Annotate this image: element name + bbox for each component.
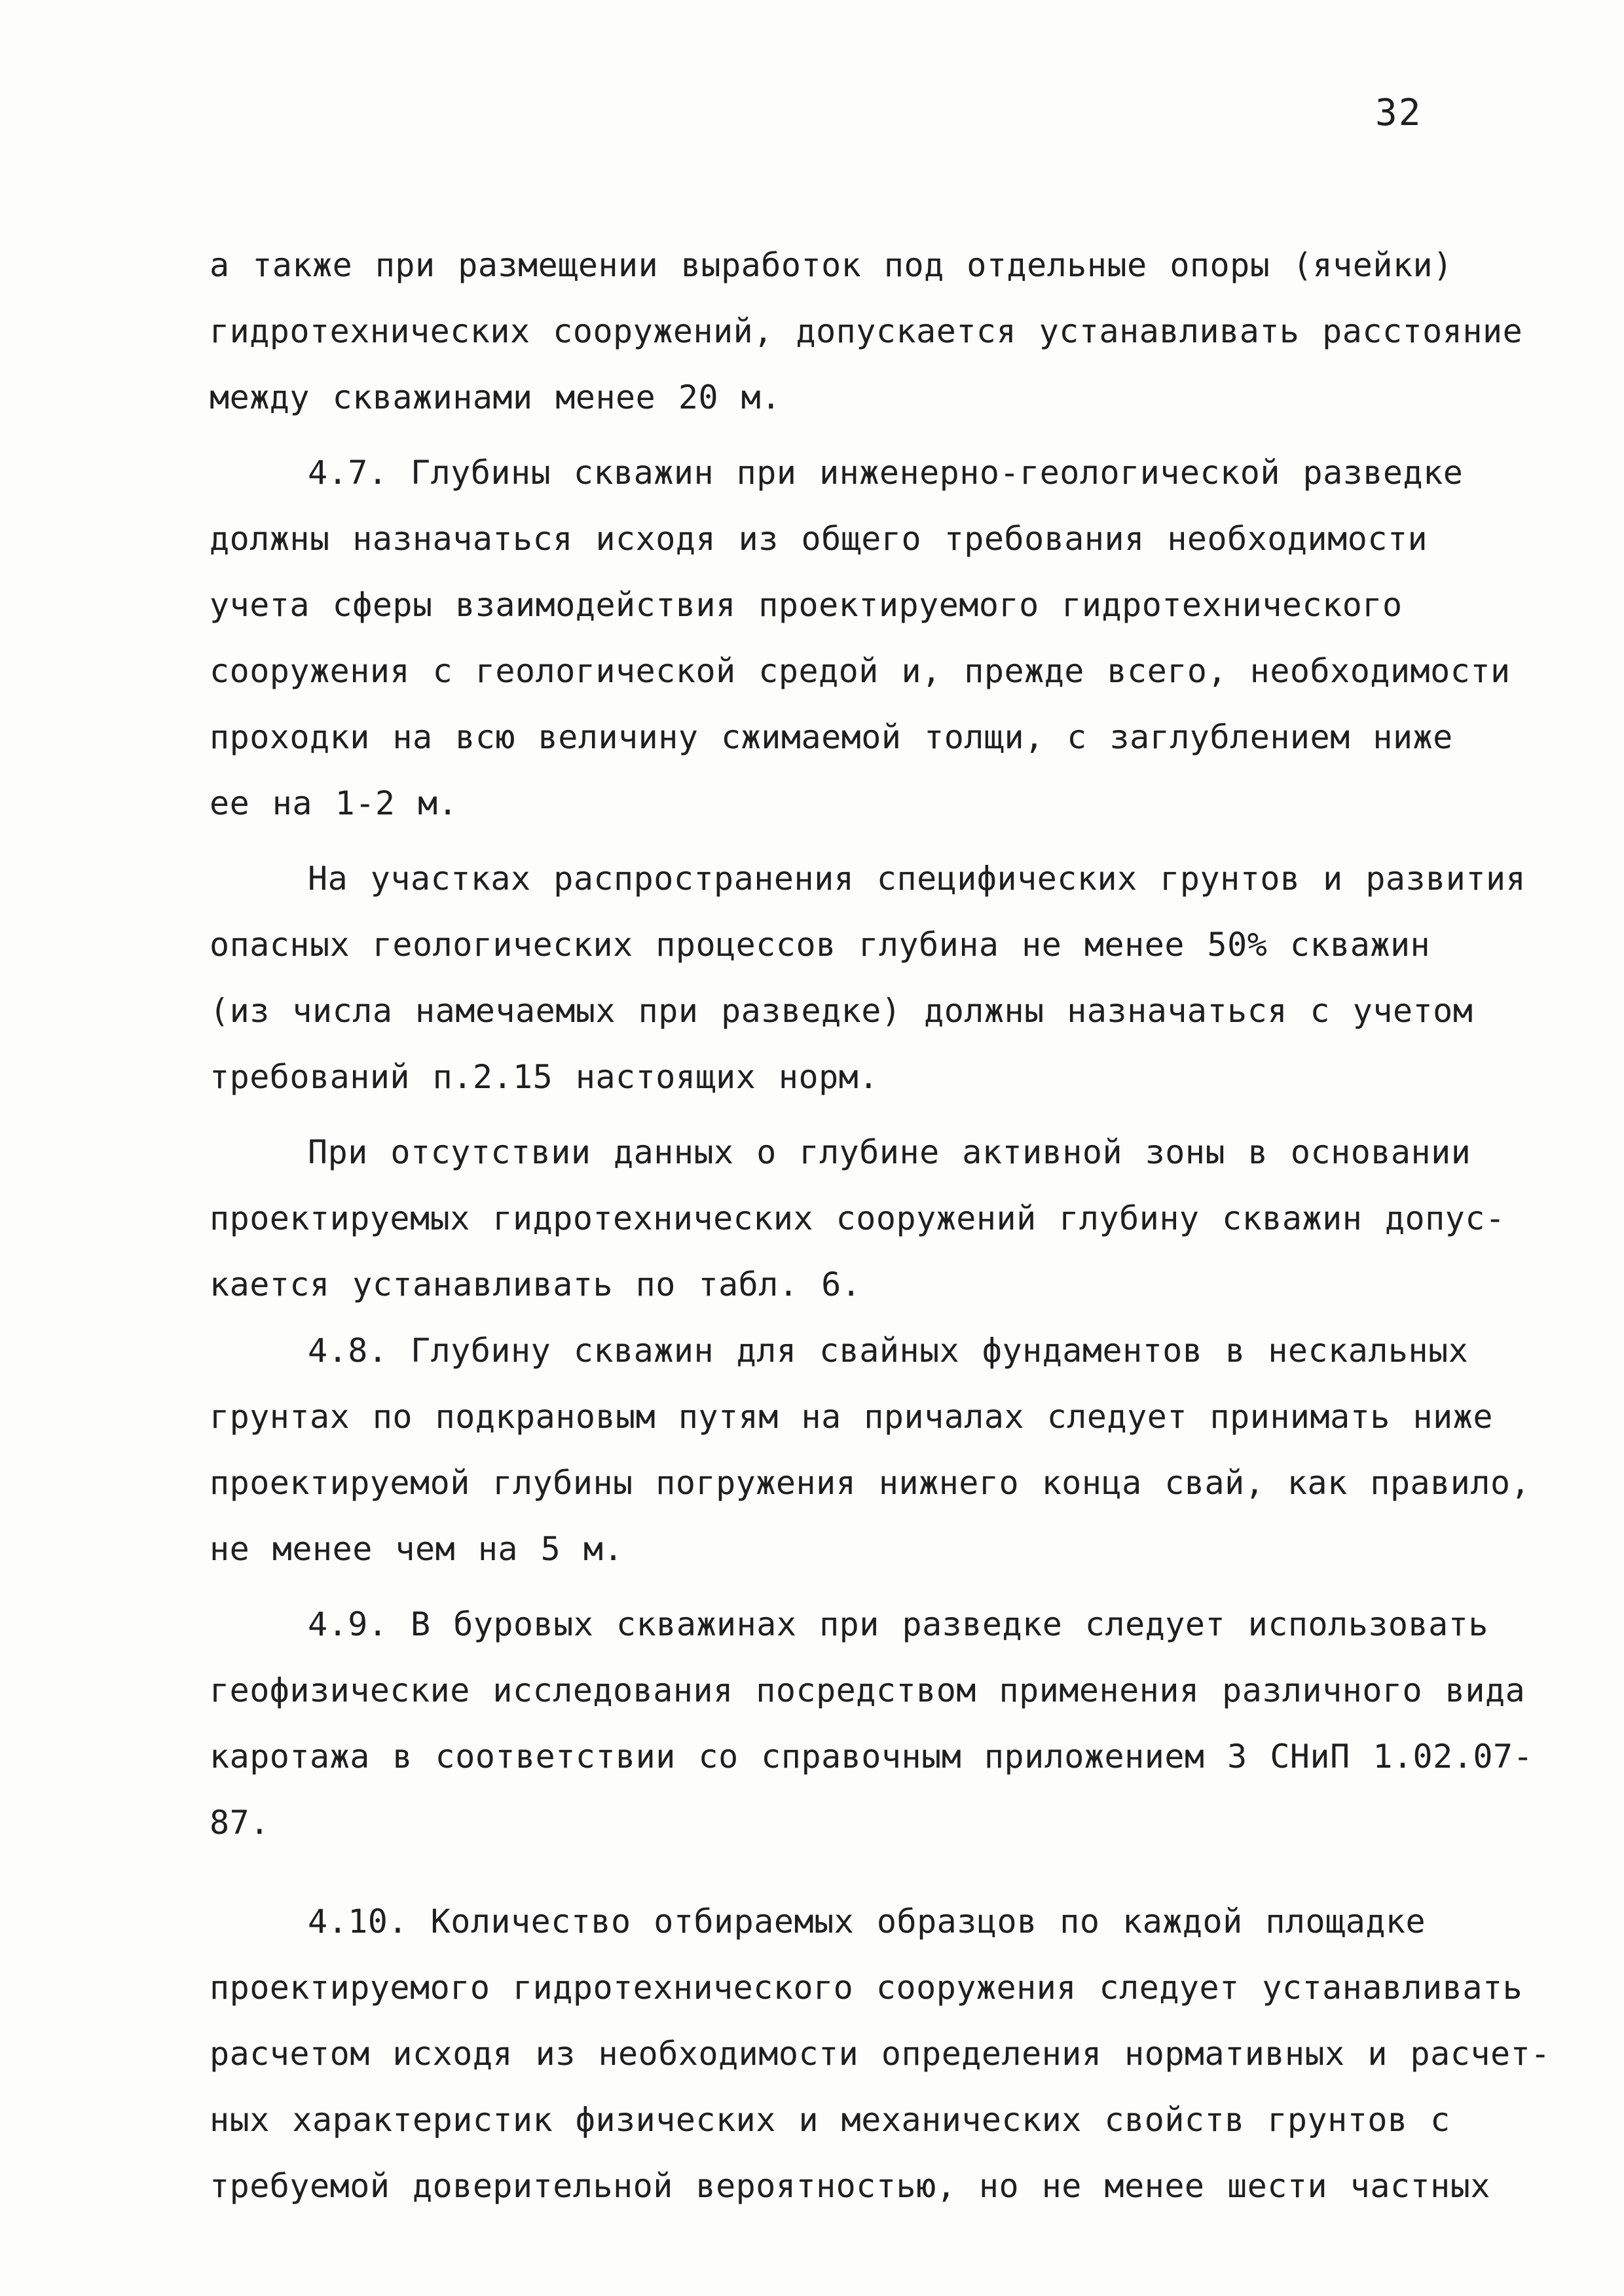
text-line: При отсутствии данных о глубине активной зоны в основании: [308, 1133, 1471, 1171]
text-line: 87.: [210, 1804, 270, 1842]
text-line: На участках распространения специфических грунтов и развития: [308, 860, 1526, 898]
text-line: а также при размещении выработок под отдельные опоры (ячейки): [210, 246, 1453, 284]
text-line: требований п.2.15 настоящих норм.: [210, 1058, 879, 1096]
text-line: грунтах по подкрановым путям на причалах следует принимать ниже: [210, 1398, 1493, 1436]
text-line: между скважинами менее 20 м.: [210, 378, 781, 416]
text-line: кается устанавливать по табл. 6.: [210, 1266, 862, 1303]
body-text: [210, 232, 1551, 2219]
text-line: проектируемых гидротехнических сооружений глубину скважин допус-: [210, 1199, 1505, 1237]
text-line: должны назначаться исходя из общего требования необходимости: [210, 520, 1428, 558]
text-line: опасных геологических процессов глубина не менее 50% скважин: [210, 926, 1431, 964]
text-line: 4.8. Глубину скважин для свайных фундаментов в нескальных: [308, 1332, 1469, 1370]
text-line: расчетом исходя из необходимости определения нормативных и расчет-: [210, 2035, 1551, 2073]
text-line: проектируемой глубины погружения нижнего конца свай, как правило,: [210, 1464, 1531, 1502]
text-line: ных характеристик физических и механических свойств грунтов с: [210, 2101, 1450, 2139]
text-line: проектируемого гидротехнического сооружения следует устанавливать: [210, 1969, 1523, 2007]
text-line: проходки на всю величину сжимаемой толщи, с заглублением ниже: [210, 718, 1453, 756]
text-line: гидротехнических сооружений, допускается устанавливать расстояние: [210, 312, 1523, 350]
text-line: каротажа в соответствии со справочным приложением 3 СНиП 1.02.07-: [210, 1738, 1534, 1776]
text-line: требуемой доверительной вероятностью, но не менее шести частных: [210, 2167, 1490, 2205]
text-line: (из числа намечаемых при разведке) должны назначаться с учетом: [210, 992, 1473, 1030]
text-line: 4.10. Количество отбираемых образцов по каждой площадке: [308, 1903, 1426, 1941]
text-line: 4.9. В буровых скважинах при разведке следует использовать: [308, 1605, 1488, 1643]
text-line: сооружения с геологической средой и, прежде всего, необходимости: [210, 652, 1511, 690]
page-number: 32: [1375, 92, 1422, 134]
text-line: геофизические исследования посредством применения различного вида: [210, 1671, 1526, 1709]
text-line: ее на 1-2 м.: [210, 784, 458, 822]
text-line: 4.7. Глубины скважин при инженерно-геологической разведке: [308, 454, 1464, 492]
text-line: учета сферы взаимодействия проектируемого гидротехнического: [210, 586, 1403, 624]
text-line: не менее чем на 5 м.: [210, 1530, 624, 1568]
